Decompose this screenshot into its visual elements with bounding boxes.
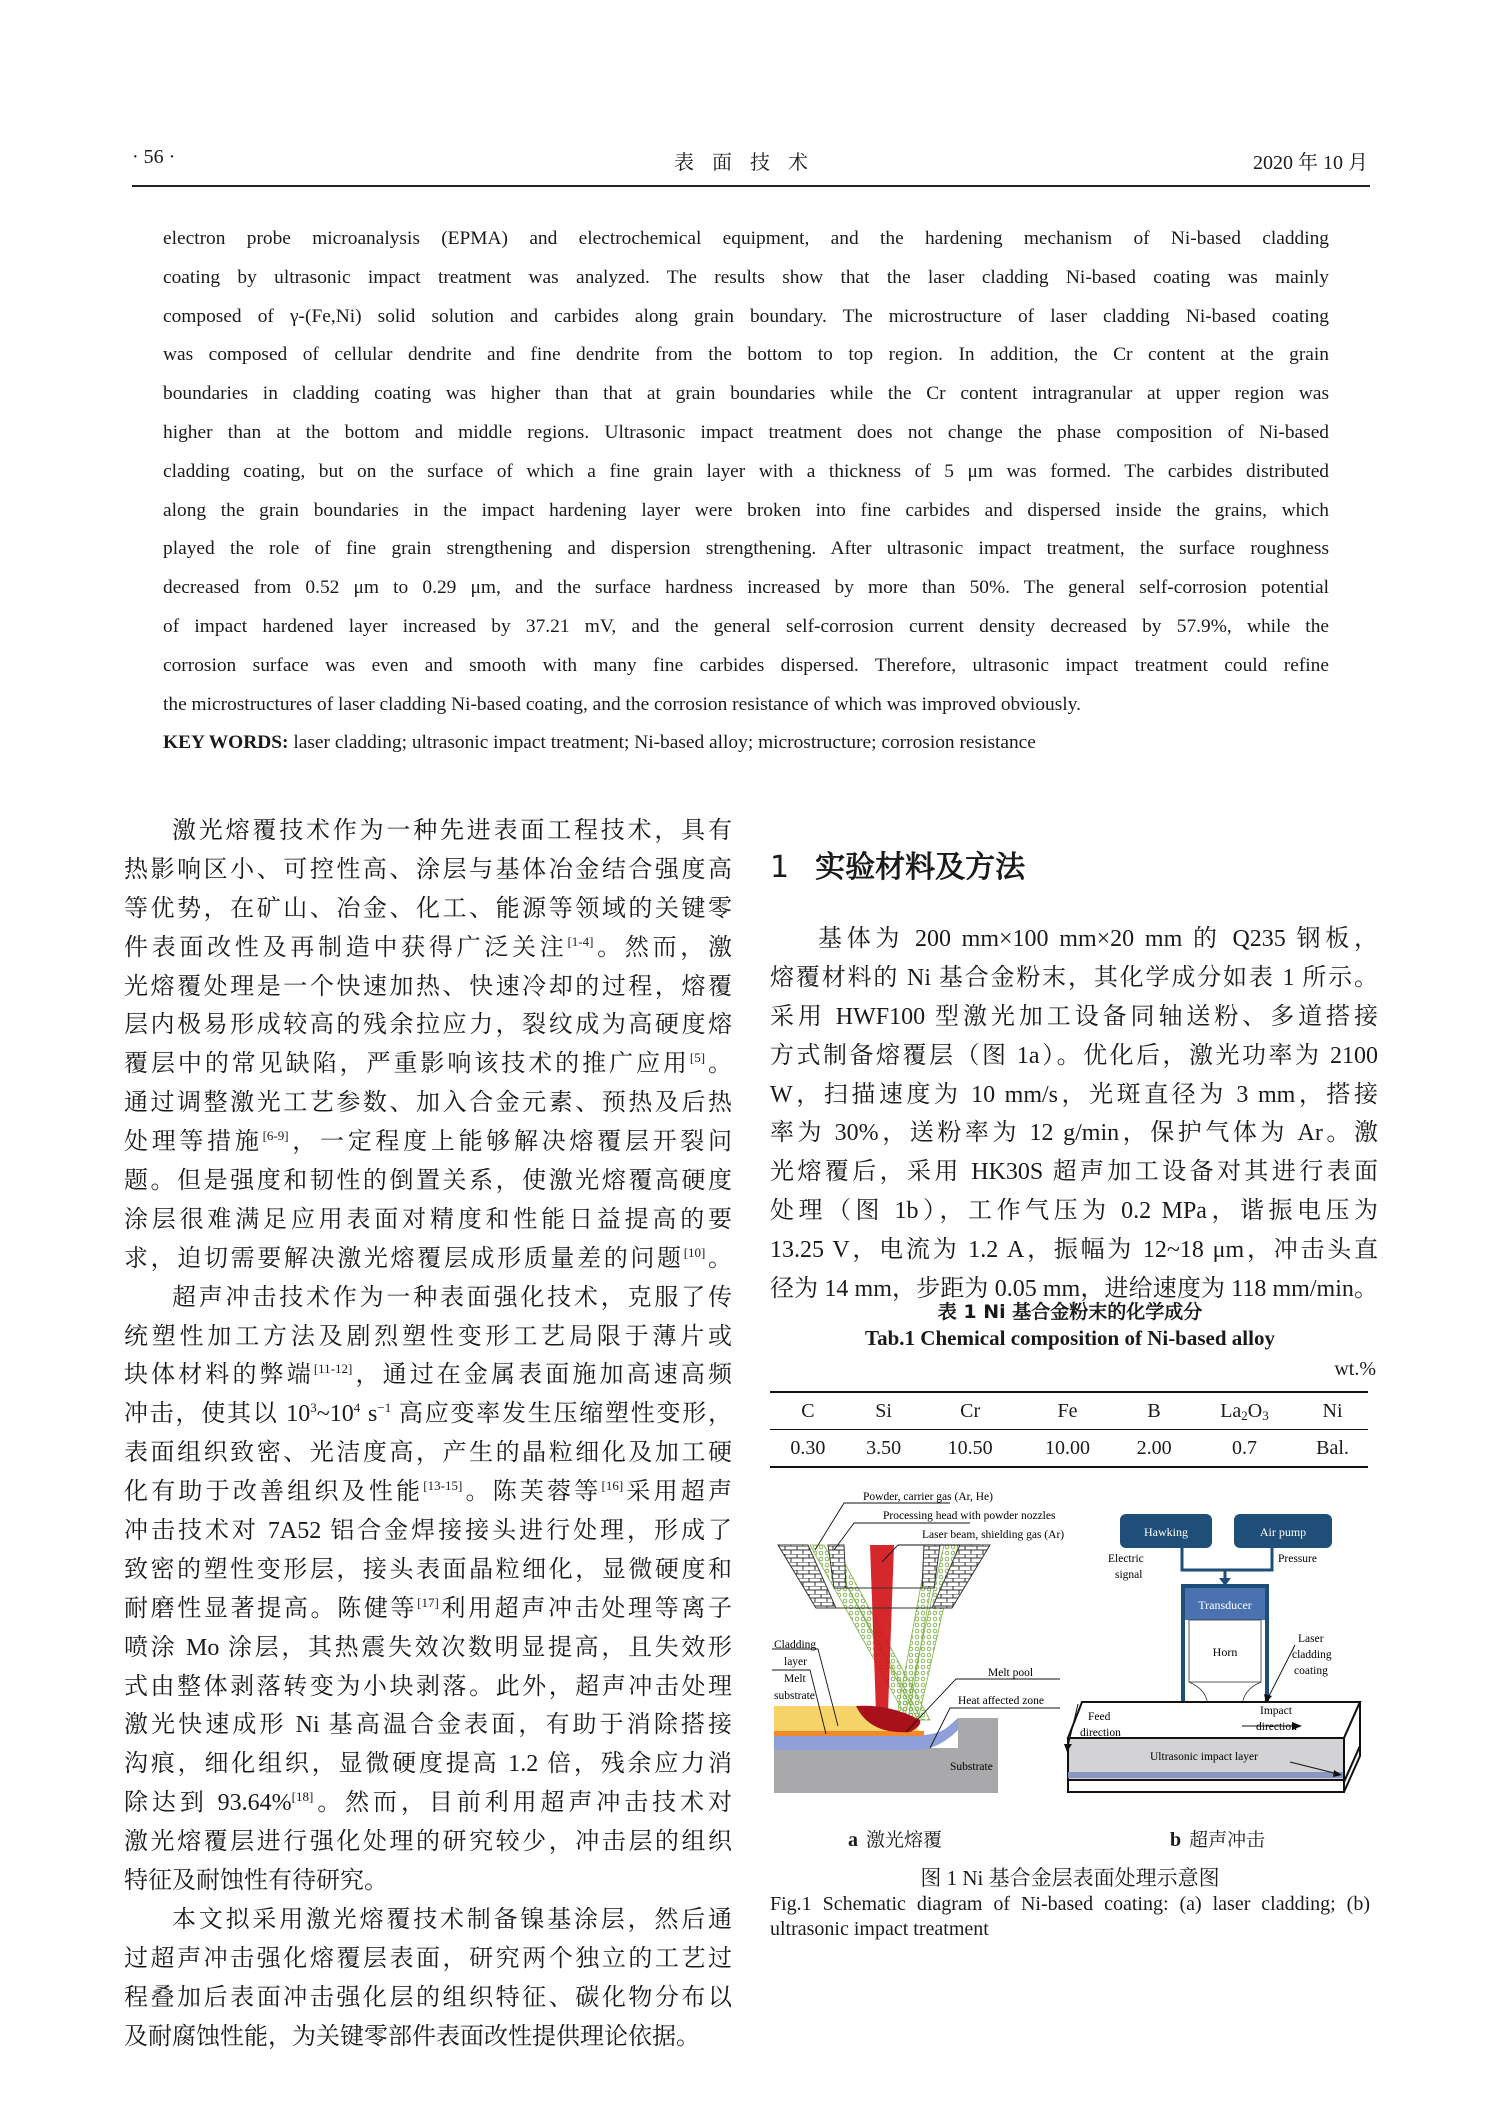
- body-line: [124, 1706, 732, 1745]
- body-line: [124, 851, 732, 890]
- abstract-line: of impact hardened layer increased by 37.21 mV, and the general self-corrosion current density decreased by 57.9%, while the: [163, 615, 1329, 637]
- body-text: 高应变率发生压缩塑性变形，: [391, 1401, 733, 1428]
- body-text: 等优势，在矿山、冶金、化工、能源等领域的关键零: [124, 895, 732, 922]
- body-line: [124, 1940, 732, 1979]
- label-processing-head: Processing head with powder nozzles: [883, 1510, 1056, 1522]
- figure-1-schematic: [770, 1490, 1370, 1820]
- citation-superscript: [13-15]: [423, 1478, 463, 1494]
- body-text: 采用 HWF100 型激光加工设备同轴送粉、多道搭接: [770, 1003, 1378, 1030]
- body-line: [124, 1084, 732, 1123]
- journal-title: 表面技术: [674, 152, 826, 174]
- citation-superscript: 4: [353, 1400, 361, 1416]
- body-text: 覆层中的常见缺陷，严重影响该技术的推广应用: [124, 1051, 690, 1078]
- body-line: [124, 1862, 732, 1901]
- body-text: 过超声冲击强化熔覆层表面，研究两个独立的工艺过: [124, 1945, 732, 1972]
- citation-superscript: [16]: [601, 1478, 624, 1494]
- body-line: [770, 1076, 1378, 1115]
- body-text: 利用超声冲击处理等离子: [438, 1595, 733, 1622]
- body-line: [124, 1045, 732, 1084]
- abstract-line: decreased from 0.52 μm to 0.29 μm, and the surface hardness increased by more than 50%. The general self-corrosion potential: [163, 577, 1329, 599]
- body-text: 求，迫切需要解决激光熔覆层成形质量差的问题: [124, 1245, 684, 1272]
- ultrasonic-impact-layer: [1068, 1772, 1344, 1778]
- keywords-text: laser cladding; ultrasonic impact treatment; Ni-based alloy; microstructure; corrosion resistance: [288, 732, 1036, 754]
- body-line: [124, 1901, 732, 1940]
- body-text: 沟痕，细化组织，显微硬度提高 1.2 倍，残余应力消: [124, 1751, 732, 1778]
- body-text: 化有助于改善组织及性能: [124, 1479, 424, 1506]
- body-line: [124, 1979, 732, 2018]
- composition-table: [770, 1391, 1368, 1468]
- label-hawking: Hawking: [1144, 1525, 1188, 1539]
- body-line: [770, 1153, 1378, 1192]
- body-text: 冲击技术对 7A52 铝合金焊接接头进行处理，形成了: [124, 1518, 732, 1545]
- label-substrate: Substrate: [950, 1761, 993, 1773]
- body-text: W，扫描速度为 10 mm/s，光斑直径为 3 mm，搭接: [770, 1081, 1378, 1108]
- table-unit: wt.%: [1334, 1358, 1376, 1380]
- label-melt-pool: Melt pool: [988, 1667, 1034, 1679]
- body-text: 表面组织致密、光洁度高，产生的晶粒细化及加工硬: [124, 1440, 732, 1467]
- body-line: [124, 1745, 732, 1784]
- body-line: [124, 1162, 732, 1201]
- label-laser-beam: Laser beam, shielding gas (Ar): [922, 1529, 1065, 1541]
- body-text: 通过调整激光工艺参数、加入合金元素、预热及后热: [124, 1090, 732, 1117]
- body-text: 采用超声: [623, 1479, 733, 1506]
- body-text: 超声冲击技术作为一种表面强化技术，克服了传: [172, 1284, 732, 1311]
- body-line: [124, 1512, 732, 1551]
- body-line: [124, 1823, 732, 1862]
- body-text: 。然而，激: [593, 934, 733, 961]
- body-line: [124, 1395, 732, 1434]
- body-text: ，一定程度上能够解决熔覆层开裂问: [288, 1129, 733, 1156]
- abstract-line: corrosion surface was even and smooth with many fine carbides dispersed. Therefore, ultrasonic impact treatment could refine: [163, 654, 1329, 676]
- label-haz: Heat affected zone: [958, 1695, 1044, 1707]
- column-header: $La_2O_3$: [1220, 1399, 1269, 1423]
- abstract-line: composed of γ-(Fe,Ni) solid solution and carbides along grain boundary. The microstructure of laser cladding Ni-based coating: [163, 305, 1329, 327]
- table-cell: 3.50: [866, 1436, 902, 1459]
- citation-superscript: [5]: [689, 1050, 706, 1066]
- subfigure-b-caption: [1170, 1825, 1265, 1852]
- issue-date: 2020 年 10 月: [1253, 152, 1368, 174]
- body-text: 13.25 V，电流为 1.2 A，振幅为 12~18 μm，冲击头直: [770, 1237, 1378, 1264]
- table-title-en: Tab.1 Chemical composition of Ni-based alloy: [865, 1326, 1275, 1350]
- body-line: [124, 1434, 732, 1473]
- body-line: [124, 968, 732, 1007]
- citation-superscript: [11-12]: [313, 1361, 353, 1377]
- label-impact-1: Impact: [1260, 1705, 1292, 1717]
- column-header: Cr: [960, 1399, 981, 1422]
- abstract-line: cladding coating, but on the surface of which a fine grain layer with a thickness of 5 μm was formed. The carbides distributed: [163, 460, 1329, 482]
- body-text: 耐磨性显著提高。陈健等: [124, 1595, 418, 1622]
- column-header: C: [801, 1399, 815, 1422]
- label-feed-2: direction: [1080, 1727, 1121, 1739]
- label-horn: Horn: [1212, 1645, 1238, 1659]
- body-text: 程叠加后表面冲击强化层的组织特征、碳化物分布以: [124, 1984, 732, 2011]
- body-text: 式由整体剥落转变为小块剥落。此外，超声冲击处理: [124, 1673, 732, 1700]
- body-text: 方式制备熔覆层（图 1a）。优化后，激光功率为 2100: [770, 1042, 1378, 1069]
- panel-a-laser-cladding: [772, 1491, 1064, 1793]
- body-text: s: [360, 1401, 378, 1428]
- table-cell: 10.00: [1045, 1436, 1091, 1459]
- subfigure-b-label: b: [1170, 1829, 1182, 1851]
- body-line: [124, 1123, 732, 1162]
- body-text: ，通过在金属表面施加高速高频: [352, 1362, 732, 1389]
- table-cell: 0.30: [790, 1436, 826, 1459]
- citation-superscript: [10]: [683, 1244, 706, 1260]
- body-line: [124, 1590, 732, 1629]
- keywords: [163, 724, 1329, 763]
- label-coating-1: Laser: [1298, 1633, 1324, 1645]
- body-line: [770, 1192, 1378, 1231]
- label-melt-1: Melt: [784, 1673, 806, 1685]
- label-transducer: Transducer: [1198, 1598, 1252, 1612]
- citation-superscript: [18]: [291, 1789, 314, 1805]
- subfigure-a-caption: [848, 1825, 942, 1852]
- body-line: [770, 998, 1378, 1037]
- label-electric-2: signal: [1115, 1569, 1143, 1581]
- figure-caption-en: Fig.1 Schematic diagram of Ni-based coating: (a) laser cladding; (b) ultrasonic impact treatment: [770, 1893, 1370, 1940]
- body-line: [124, 1784, 732, 1823]
- body-text: 。陈芙蓉等: [462, 1479, 602, 1506]
- body-text: ~10: [316, 1401, 354, 1428]
- running-header: [132, 146, 1368, 182]
- abstract-line: along the grain boundaries in the impact hardening layer were broken into fine carbides and dispersed inside the grains, which: [163, 499, 1329, 521]
- citation-superscript: [17]: [417, 1594, 439, 1610]
- body-text: 基体为 200 mm×100 mm×20 mm 的 Q235 钢板，: [818, 926, 1378, 952]
- citation-superscript: 3: [310, 1400, 317, 1416]
- abstract-line: boundaries in cladding coating was higher than that at grain boundaries while the Cr content intragranular at upper region was: [163, 383, 1329, 405]
- body-text: 。: [705, 1051, 733, 1078]
- table-row: [770, 1430, 1368, 1468]
- body-text: 。然而，目前利用超声冲击技术对: [313, 1790, 732, 1817]
- body-line: [124, 1006, 732, 1045]
- body-text: 熔覆材料的 Ni 基合金粉末，其化学成分如表 1 所示。: [770, 964, 1378, 991]
- body-text: 件表面改性及再制造中获得广泛关注: [124, 934, 568, 961]
- body-text: 及耐腐蚀性能，为关键零部件表面改性提供理论依据。: [124, 2023, 700, 2050]
- body-text: 层内极易形成较高的残余拉应力，裂纹成为高硬度熔: [124, 1012, 732, 1039]
- body-line: [124, 1551, 732, 1590]
- section-heading: [770, 842, 1025, 886]
- body-text: 涂层很难满足应用表面对精度和性能日益提高的要: [124, 1206, 732, 1233]
- intro-column: [124, 812, 732, 2057]
- abstract-line: the microstructures of laser cladding Ni-based coating, and the corrosion resistance of which was improved obviously.: [163, 693, 1081, 715]
- label-melt-2: substrate: [774, 1690, 815, 1702]
- body-text: 喷涂 Mo 涂层，其热震失效次数明显提高，且失效形: [124, 1634, 732, 1661]
- label-feed-1: Feed: [1088, 1711, 1111, 1723]
- body-line: [124, 890, 732, 929]
- label-air-pump: Air pump: [1259, 1525, 1307, 1539]
- label-cladding-2: layer: [784, 1656, 807, 1668]
- body-text: 径为 14 mm，步距为 0.05 mm，进给速度为 118 mm/min。: [770, 1276, 1378, 1303]
- column-header: B: [1147, 1399, 1161, 1422]
- header-rule: [132, 185, 1370, 187]
- body-text: 本文拟采用激光熔覆技术制备镍基涂层，然后通: [172, 1906, 732, 1933]
- body-line: [770, 1231, 1378, 1270]
- body-line: [124, 1240, 732, 1279]
- table-header-row: [770, 1392, 1368, 1430]
- body-text: 处理（图 1b），工作气压为 0.2 MPa，谐振电压为: [770, 1198, 1378, 1225]
- body-line: [124, 929, 732, 968]
- label-coating-2: cladding: [1292, 1649, 1332, 1661]
- abstract-line: coating by ultrasonic impact treatment was analyzed. The results show that the laser cladding Ni-based coating was mainly: [163, 266, 1329, 288]
- label-impact-2: direction: [1256, 1721, 1297, 1733]
- citation-superscript: [6-9]: [262, 1128, 289, 1144]
- subfigure-b-text: 超声冲击: [1189, 1829, 1266, 1851]
- table-cell: Bal.: [1316, 1436, 1349, 1459]
- body-text: 热影响区小、可控性高、涂层与基体冶金结合强度高: [124, 856, 732, 883]
- keywords-label: KEY WORDS:: [163, 732, 289, 754]
- body-line: [124, 1318, 732, 1357]
- citation-superscript: −1: [377, 1400, 392, 1416]
- body-line: [770, 1114, 1378, 1153]
- body-text: 激光熔覆技术作为一种先进表面工程技术，具有: [172, 818, 732, 844]
- column-header: Si: [875, 1399, 892, 1422]
- body-text: 致密的塑性变形层，接头表面晶粒细化，显微硬度和: [124, 1556, 732, 1583]
- body-line: [124, 1279, 732, 1318]
- table-title-cn: 表 1 Ni 基合金粉末的化学成分: [937, 1301, 1203, 1323]
- subfigure-a-label: a: [848, 1829, 858, 1851]
- section-number: 1: [770, 850, 790, 885]
- english-abstract: [163, 220, 1329, 763]
- body-line: [770, 959, 1378, 998]
- table-cell: 0.7: [1231, 1436, 1257, 1459]
- body-line: [124, 2018, 732, 2057]
- body-text: 处理等措施: [124, 1129, 263, 1156]
- body-text: 冲击，使其以 10: [124, 1401, 311, 1428]
- methods-column: [770, 920, 1378, 1309]
- label-coating-3: coating: [1294, 1665, 1328, 1677]
- label-pressure: Pressure: [1278, 1553, 1317, 1565]
- label-powder: Powder, carrier gas (Ar, He): [863, 1491, 993, 1503]
- abstract-line: higher than at the bottom and middle regions. Ultrasonic impact treatment does not change the phase composition of Ni-based: [163, 421, 1329, 443]
- body-text: 激光快速成形 Ni 基高温合金表面，有助于消除搭接: [124, 1712, 732, 1739]
- body-line: [124, 812, 732, 851]
- body-line: [124, 1356, 732, 1395]
- body-text: 率为 30%，送粉率为 12 g/min，保护气体为 Ar。激: [770, 1120, 1378, 1147]
- body-text: 题。但是强度和韧性的倒置关系，使激光熔覆高硬度: [124, 1168, 732, 1195]
- abstract-line: was composed of cellular dendrite and fine dendrite from the bottom to top region. In addition, the Cr content at the grain: [163, 344, 1329, 366]
- page-number: · 56 ·: [132, 146, 176, 168]
- body-text: 除达到 93.64%: [124, 1790, 292, 1817]
- citation-superscript: [1-4]: [567, 933, 594, 949]
- body-line: [124, 1668, 732, 1707]
- body-text: 光熔覆处理是一个快速加热、快速冷却的过程，熔覆: [124, 973, 732, 1000]
- section-title: 实验材料及方法: [815, 850, 1026, 885]
- body-line: [124, 1201, 732, 1240]
- table-cell: 2.00: [1136, 1436, 1172, 1459]
- panel-b-ultrasonic-impact: [1064, 1514, 1360, 1792]
- body-text: 。: [705, 1245, 733, 1272]
- label-cladding-1: Cladding: [774, 1639, 817, 1651]
- label-electric-1: Electric: [1108, 1553, 1144, 1565]
- figure-caption-cn: 图 1 Ni 基合金层表面处理示意图: [920, 1866, 1220, 1890]
- abstract-line: played the role of fine grain strengthening and dispersion strengthening. After ultrasonic impact treatment, the surface roughness: [163, 538, 1329, 560]
- body-text: 光熔覆后，采用 HK30S 超声加工设备对其进行表面: [770, 1159, 1378, 1186]
- body-line: [124, 1473, 732, 1512]
- subfigure-a-text: 激光熔覆: [866, 1829, 943, 1851]
- label-impact-layer: Ultrasonic impact layer: [1150, 1751, 1258, 1763]
- column-header: Ni: [1322, 1399, 1343, 1422]
- column-header: Fe: [1057, 1399, 1078, 1422]
- body-text: 激光熔覆层进行强化处理的研究较少，冲击层的组织: [124, 1829, 732, 1856]
- body-line: [124, 1629, 732, 1668]
- body-text: 统塑性加工方法及剧烈塑性变形工艺局限于薄片或: [124, 1323, 732, 1350]
- body-line: [770, 1037, 1378, 1076]
- abstract-line: electron probe microanalysis (EPMA) and electrochemical equipment, and the hardening mechanism of Ni-based cladding: [163, 228, 1329, 249]
- body-text: 特征及耐蚀性有待研究。: [124, 1868, 388, 1895]
- body-line: [770, 920, 1378, 959]
- body-text: 块体材料的弊端: [124, 1362, 314, 1389]
- table-cell: 10.50: [947, 1436, 993, 1459]
